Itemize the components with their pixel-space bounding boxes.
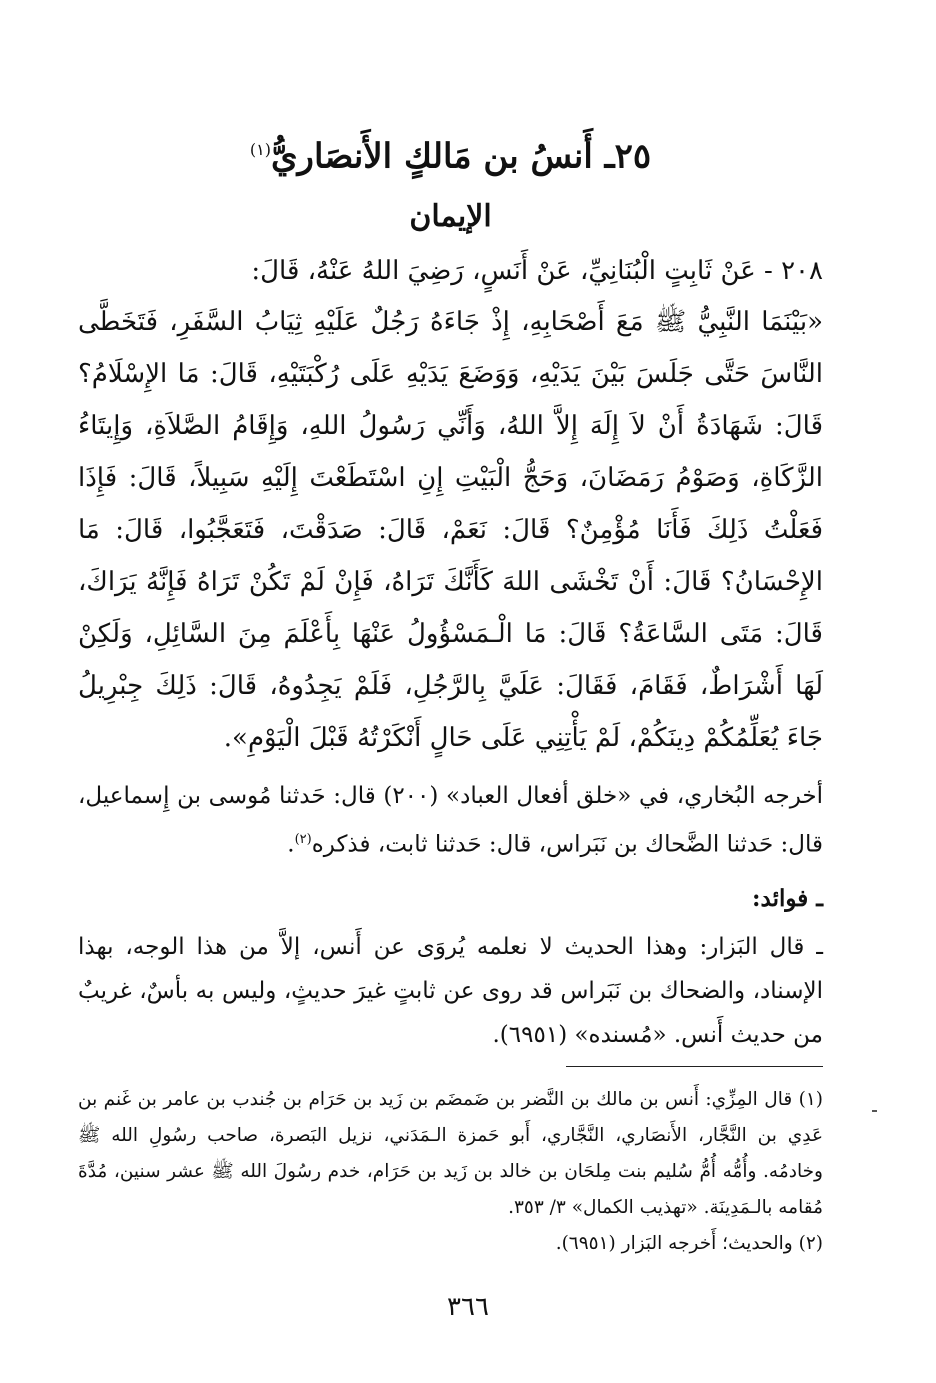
takhrij-paragraph [78,774,823,867]
chapter-footnote-ref: (١) [249,140,271,159]
hadith-text: «بَيْنَمَا النَّبِيُّ ﷺ مَعَ أَصْحَابِهِ، إِذْ جَاءَهُ رَجُلٌ عَلَيْهِ ثِيَابُ السَّفَرِ، فَتَخَطَّى النَّاسَ حَتَّى جَلَسَ بَيْنَ يَدَيْهِ، وَوَضَعَ يَدَيْهِ عَلَى رُكْبَتَيْهِ، قَالَ: مَا الإِسْلَامُ؟ قَالَ: شَهَادَةُ أَنْ لاَ إِلَهَ إِلاَّ اللهُ، وَأَنِّي رَسُولُ اللهِ، وَإِقَامُ الصَّلاَةِ، وَإِيتَاءُ الزَّكَاةِ، وَصَوْمُ رَمَضَانَ، وَحَجُّ الْبَيْتِ إِنِ اسْتَطَعْتَ إِلَيْهِ سَبِيلاً، قَالَ: فَإِذَا فَعَلْتُ ذَلِكَ فَأَنَا مُؤْمِنٌ؟ قَالَ: نَعَمْ، قَالَ: صَدَقْتَ، فَتَعَجَّبُوا، قَالَ: مَا الإِحْسَانُ؟ قَالَ: أَنْ تَخْشَى اللهَ كَأَنَّكَ تَرَاهُ، فَإِنْ لَمْ تَكُنْ تَرَاهُ فَإِنَّهُ يَرَاكَ، قَالَ: مَتَى السَّاعَةُ؟ قَالَ: مَا الْـمَسْؤُولُ عَنْهَا بِأَعْلَمَ مِنَ السَّائِلِ، وَلَكِنْ لَهَا أَشْرَاطٌ، فَقَامَ، فَقَالَ: عَلَيَّ بِالرَّجُلِ، فَلَمْ يَجِدُوهُ، قَالَ: ذَلِكَ جِبْرِيلُ جَاءَ يُعَلِّمُكُمْ دِينَكُمْ، لَمْ يَأْتِنِي عَلَى حَالٍ أَنْكَرْتُهُ قَبْلَ الْيَوْمِ». [78,307,823,754]
footnotes [78,1082,823,1262]
takhrij-end: . [287,831,295,858]
hadith-chain: ٢٠٨ - عَنْ ثَابِتٍ الْبُنَانِيِّ، عَنْ أَنَسٍ، رَضِيَ اللهُ عَنْهُ، قَالَ: [251,256,823,287]
takhrij-footnote-ref: (٢) [294,832,312,848]
margin-mark [872,1110,877,1112]
section-title: الإيمان [409,199,492,235]
fawaid-heading: ـ فوائد: [752,884,823,912]
takhrij-text: أخرجه البُخاري، في «خلق أفعال العباد» (٢٠٠) قال: حَدثنا مُوسى بن إِسماعيل، قال: حَدثنا الضَّحاك بن نَبَراس، قال: حَدثنا ثابت، فذكره [78,783,824,858]
footnote-1: (١) قال المِزِّي: أَنس بن مالك بن النَّضر بن ضَمضَم بن زَيد بن حَرَام بن جُندب بن عامر بن غَنم بن عَدِي بن النَّجَّار، الأَنصَاري، النَّجَّاري، أَبو حَمزة الـمَدَني، نزيل البَصرة، صاحب رسُولِ الله ﷺ وخادمُه. وأُمُّه أُمُّ سُليم بنت مِلحَان بن خالد بن زَيد بن حَرَام، خدم رسُولَ الله ﷺ عشر سنين، مُدَّةَ مُقامه بالـمَدِينَة. «تهذيب الكمال» ٣/ ٣٥٣. [78,1089,823,1218]
footnote-separator [566,1066,823,1067]
chapter-title [78,120,823,186]
fawaid-text: ـ قال البَزار: وهذا الحديث لا نعلمه يُروَى عن أَنس، إلاَّ من هذا الوجه، بهذا الإسناد، والضحاك بن نَبَراس قد روى عن ثابتٍ غيرَ حديثٍ، وليس به بأسٌ، غريبٌ من حديث أَنس. «مُسنده» (٦٩٥١). [78,933,823,1048]
chapter-title-text: ٢٥ـ أَنسُ بن مَالكٍ الأَنصَاريُّ [270,136,652,177]
page-body [78,120,823,1057]
page-number: ٣٦٦ [447,1292,489,1322]
footnote-2: (٢) والحديث؛ أَخرجه البَزار (٦٩٥١). [555,1233,823,1254]
